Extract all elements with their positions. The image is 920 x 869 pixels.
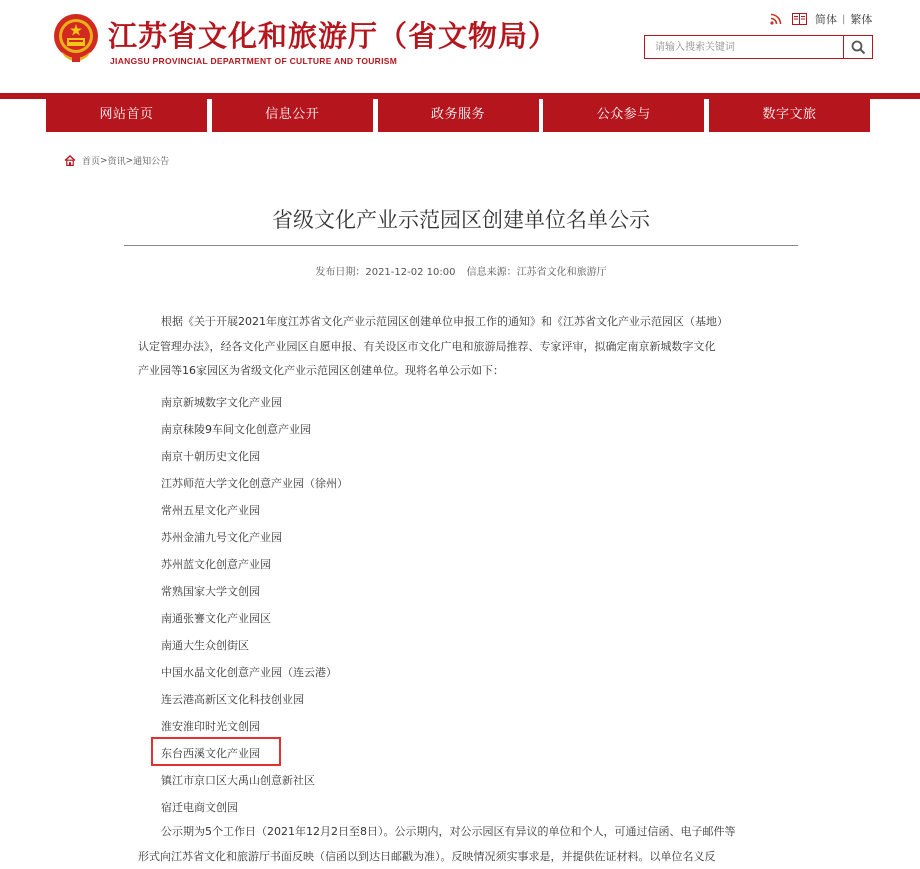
search-button[interactable] bbox=[843, 36, 872, 58]
national-emblem-icon bbox=[52, 12, 100, 64]
nav-item-info-disclosure[interactable]: 信息公开 bbox=[212, 93, 373, 132]
list-item: 南通张謇文化产业园区 bbox=[161, 612, 271, 625]
breadcrumb bbox=[64, 154, 169, 167]
paragraph-line: 产业园等16家园区为省级文化产业示范园区创建单位。现将名单公示如下： bbox=[138, 364, 504, 377]
list-item: 南京秣陵9车间文化创意产业园 bbox=[161, 423, 311, 436]
lang-simplified-link[interactable]: 简体 bbox=[815, 13, 837, 26]
paragraph-line: 公示期为5个工作日（2021年12月2日至8日）。公示期内，对公示园区有异议的单位和个人，可通过信函、电子邮件等 bbox=[161, 825, 736, 838]
nav-item-digital-tourism[interactable]: 数字文旅 bbox=[709, 93, 870, 132]
list-item: 常州五星文化产业园 bbox=[161, 504, 260, 517]
search-input[interactable] bbox=[645, 36, 843, 58]
list-item: 东台西溪文化产业园 bbox=[161, 747, 260, 760]
intro-paragraph bbox=[138, 310, 788, 384]
source-value: 江苏省文化和旅游厅 bbox=[516, 267, 607, 278]
list-item: 南京新城数字文化产业园 bbox=[161, 396, 282, 409]
home-icon bbox=[64, 155, 76, 166]
article-meta bbox=[124, 263, 798, 278]
source-label: 信息来源： bbox=[466, 267, 517, 278]
notice-paragraph bbox=[138, 820, 788, 869]
rss-icon[interactable] bbox=[770, 13, 782, 25]
breadcrumb-section-link[interactable]: 资讯 bbox=[107, 157, 126, 167]
list-item: 镇江市京口区大禹山创意新社区 bbox=[161, 774, 315, 787]
source-info bbox=[467, 267, 607, 278]
top-links bbox=[770, 11, 872, 27]
nav-item-government-services[interactable]: 政务服务 bbox=[378, 93, 539, 132]
accessibility-book-icon[interactable] bbox=[792, 13, 807, 25]
list-item: 宿迁电商文创园 bbox=[161, 801, 238, 814]
breadcrumb-separator: > bbox=[100, 155, 108, 166]
nav-item-public-participation[interactable]: 公众参与 bbox=[543, 93, 704, 132]
breadcrumb-home-link[interactable]: 首页 bbox=[82, 157, 101, 167]
search-box bbox=[644, 35, 873, 59]
lang-traditional-link[interactable]: 繁体 bbox=[850, 13, 873, 26]
main-nav bbox=[46, 93, 870, 132]
site-title: 江苏省文化和旅游厅（省文物局） bbox=[108, 19, 559, 53]
breadcrumb-current-link[interactable]: 通知公告 bbox=[133, 157, 170, 167]
paragraph-line: 认定管理办法》，经各文化产业园区自愿申报、有关设区市文化广电和旅游局推荐、专家评审，拟确定南京新城数字文化 bbox=[138, 339, 716, 353]
list-item: 南京十朝历史文化园 bbox=[161, 450, 260, 463]
site-header bbox=[0, 0, 920, 90]
date-label: 发布日期： bbox=[315, 267, 366, 278]
paragraph-line: 根据《关于开展2021年度江苏省文化产业示范园区创建单位申报工作的通知》和《江苏省文化产业示范园区（基地） bbox=[161, 315, 728, 328]
publish-date-label bbox=[315, 267, 455, 278]
breadcrumb-separator: > bbox=[125, 155, 134, 166]
paragraph-line: 形式向江苏省文化和旅游厅书面反映（信函以到达日邮戳为准）。反映情况须实事求是，并提供佐证材料。以单位名义反 bbox=[138, 849, 716, 863]
title-divider bbox=[124, 245, 798, 246]
nav-item-home[interactable]: 网站首页 bbox=[46, 93, 207, 132]
article-title: 省级文化产业示范园区创建单位名单公示 bbox=[272, 208, 650, 232]
highlight-annotation-box bbox=[151, 737, 281, 766]
date-value: 2021-12-02 10:00 bbox=[365, 267, 456, 278]
list-item: 常熟国家大学文创园 bbox=[161, 585, 260, 598]
list-item: 淮安淮印时光文创园 bbox=[161, 720, 260, 733]
site-subtitle: JIANGSU PROVINCIAL DEPARTMENT OF CULTURE AND TOURISM bbox=[110, 56, 398, 66]
list-item: 苏州金浦九号文化产业园 bbox=[161, 531, 282, 544]
search-icon bbox=[851, 40, 866, 55]
list-item: 中国水晶文化创意产业园（连云港） bbox=[161, 666, 337, 679]
list-item: 江苏师范大学文化创意产业园（徐州） bbox=[161, 477, 348, 490]
list-item: 连云港高新区文化科技创业园 bbox=[161, 693, 304, 706]
list-item: 苏州蓝文化创意产业园 bbox=[161, 558, 271, 571]
lang-separator: | bbox=[842, 13, 846, 25]
list-item: 南通大生众创街区 bbox=[161, 639, 249, 652]
